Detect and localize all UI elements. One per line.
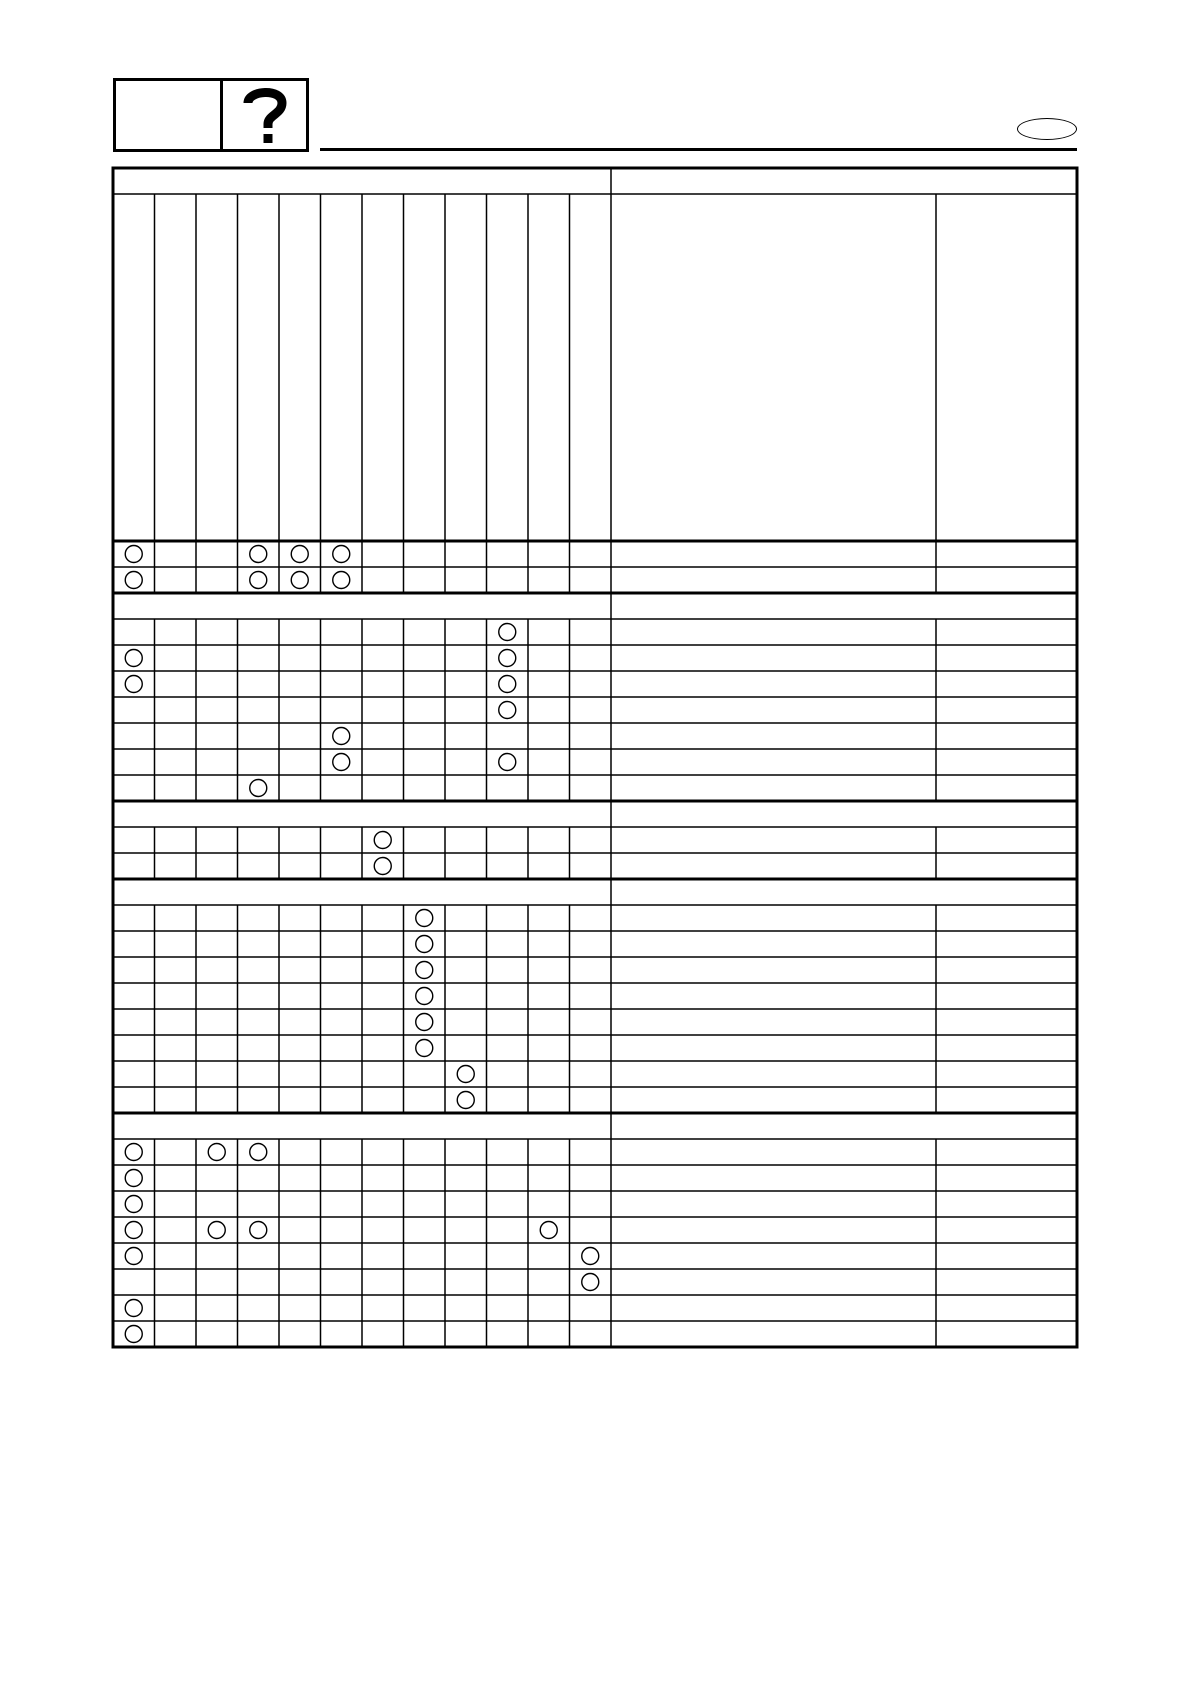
symptom-mark-circle [125, 676, 142, 693]
symptom-mark-circle [125, 1248, 142, 1265]
symptom-mark-circle [250, 1144, 267, 1161]
symptom-mark-circle [125, 1326, 142, 1343]
symptom-mark-circle [333, 754, 350, 771]
symptom-mark-circle [125, 572, 142, 589]
symptom-mark-circle [499, 754, 516, 771]
symptom-mark-circle [416, 1014, 433, 1031]
symptom-mark-circle [291, 572, 308, 589]
symptom-mark-circle [125, 1170, 142, 1187]
symptom-mark-circle [416, 988, 433, 1005]
symptom-mark-circle [333, 572, 350, 589]
symptom-mark-circle [291, 546, 308, 563]
symptom-mark-circle [374, 832, 391, 849]
symptom-mark-circle [125, 1222, 142, 1239]
symptom-mark-circle [333, 546, 350, 563]
symptom-mark-circle [499, 676, 516, 693]
symptom-mark-circle [416, 1040, 433, 1057]
symptom-mark-circle [208, 1144, 225, 1161]
symptom-mark-circle [125, 1196, 142, 1213]
symptom-mark-circle [582, 1248, 599, 1265]
symptom-mark-circle [250, 1222, 267, 1239]
symptom-mark-circle [125, 1144, 142, 1161]
symptom-mark-circle [499, 650, 516, 667]
symptom-mark-circle [457, 1066, 474, 1083]
symptom-mark-circle [416, 936, 433, 953]
symptom-mark-circle [540, 1222, 557, 1239]
symptom-mark-circle [250, 546, 267, 563]
symptom-mark-circle [457, 1092, 474, 1109]
symptom-mark-circle [208, 1222, 225, 1239]
symptom-mark-circle [374, 858, 391, 875]
symptom-mark-circle [125, 650, 142, 667]
symptom-mark-circle [333, 728, 350, 745]
symptom-mark-circle [416, 962, 433, 979]
symptom-mark-circle [416, 910, 433, 927]
table-outer-border [113, 168, 1077, 1347]
symptom-mark-circle [582, 1274, 599, 1291]
symptom-mark-circle [250, 780, 267, 797]
symptom-mark-circle [250, 572, 267, 589]
symptom-mark-circle [499, 624, 516, 641]
symptom-mark-circle [499, 702, 516, 719]
symptom-mark-circle [125, 546, 142, 563]
symptom-mark-circle [125, 1300, 142, 1317]
